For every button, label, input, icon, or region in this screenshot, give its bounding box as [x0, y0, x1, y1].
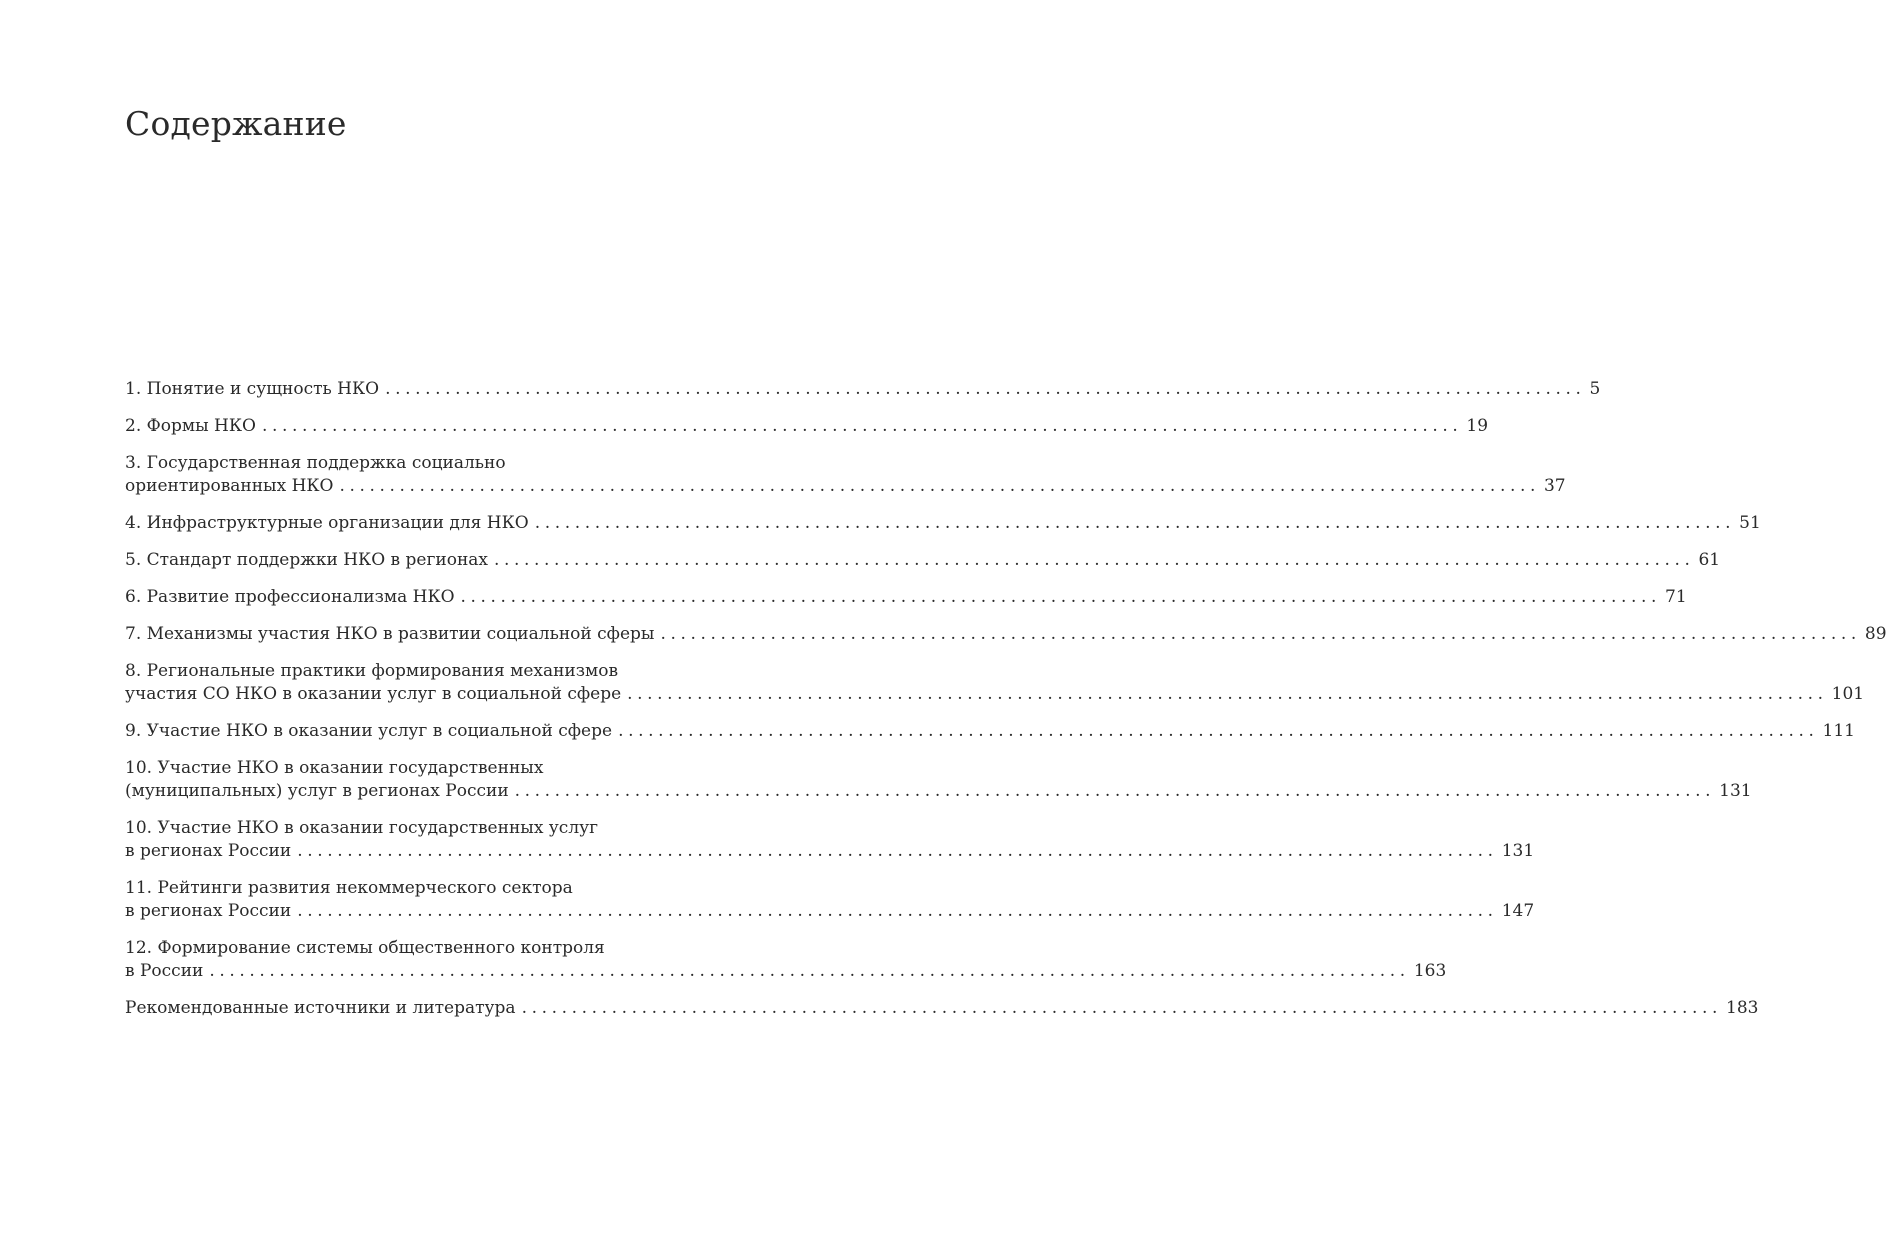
toc-entry[interactable] — [125, 512, 1761, 535]
toc-entry[interactable] — [125, 817, 1535, 863]
toc-page-number: 131 — [1501, 841, 1535, 861]
toc-entry[interactable] — [125, 937, 1447, 983]
toc-dot-leader: ........................................................................................................................ — [494, 550, 1695, 570]
toc-page-number: 183 — [1726, 998, 1759, 1018]
toc-entry-title: 9. Участие НКО в оказании услуг в социальной сфере — [125, 721, 613, 741]
toc-entry-title: 1. Понятие и сущность НКО — [125, 379, 380, 399]
toc-page-number: 101 — [1831, 684, 1865, 704]
toc-entry-title-continued: участия СО НКО в оказании услуг в социальной сфере — [125, 684, 622, 704]
toc-entry[interactable] — [125, 586, 1687, 609]
table-of-contents — [125, 378, 1887, 1034]
toc-dot-leader: ........................................................................................................................ — [627, 684, 1828, 704]
toc-page-number: 147 — [1501, 901, 1535, 921]
toc-entry[interactable] — [125, 997, 1759, 1020]
toc-entry-title: 3. Государственная поддержка социально — [125, 453, 506, 473]
toc-entry-title-continued: в России — [125, 961, 204, 981]
toc-dot-leader: ........................................................................................................................ — [385, 379, 1586, 399]
toc-entry[interactable] — [125, 877, 1535, 923]
toc-entry-title: 10. Участие НКО в оказании государственных — [125, 758, 544, 778]
toc-entry[interactable] — [125, 757, 1752, 803]
toc-page-number: 111 — [1822, 721, 1855, 741]
toc-page-number: 89 — [1864, 624, 1887, 644]
toc-entry[interactable] — [125, 415, 1489, 438]
toc-dot-leader: ........................................................................................................................ — [261, 416, 1463, 436]
toc-dot-leader: ........................................................................................................................ — [297, 901, 1498, 921]
toc-dot-leader: ........................................................................................................................ — [460, 587, 1662, 607]
toc-entry-title: 11. Рейтинги развития некоммерческого сектора — [125, 878, 573, 898]
toc-dot-leader: ........................................................................................................................ — [534, 513, 1736, 533]
toc-entry-title: 4. Инфраструктурные организации для НКО — [125, 513, 529, 533]
toc-entry-title: 12. Формирование системы общественного контроля — [125, 938, 605, 958]
toc-entry-title-continued: в регионах России — [125, 841, 292, 861]
toc-dot-leader: ........................................................................................................................ — [618, 721, 1819, 741]
toc-entry-title: 7. Механизмы участия НКО в развитии социальной сферы — [125, 624, 655, 644]
toc-entry-title: 2. Формы НКО — [125, 416, 256, 436]
toc-dot-leader: ........................................................................................................................ — [297, 841, 1498, 861]
toc-dot-leader: ........................................................................................................................ — [514, 781, 1716, 801]
toc-page-number: 131 — [1719, 781, 1752, 801]
toc-entry-title: 5. Стандарт поддержки НКО в регионах — [125, 550, 489, 570]
toc-entry-title: 8. Региональные практики формирования механизмов — [125, 661, 619, 681]
toc-entry[interactable] — [125, 452, 1566, 498]
toc-entry[interactable] — [125, 549, 1721, 572]
toc-page-number: 51 — [1739, 513, 1761, 533]
toc-entry-title-continued: (муниципальных) услуг в регионах России — [125, 781, 509, 801]
toc-entry-title-continued: ориентированных НКО — [125, 476, 334, 496]
toc-entry[interactable] — [125, 720, 1855, 743]
toc-page-number: 61 — [1698, 550, 1721, 570]
toc-entry-title: 6. Развитие профессионализма НКО — [125, 587, 455, 607]
toc-entry-title: Рекомендованные источники и литература — [125, 998, 516, 1018]
toc-dot-leader: ........................................................................................................................ — [209, 961, 1410, 981]
toc-entry-title-continued: в регионах России — [125, 901, 292, 921]
page-title: Содержание — [125, 104, 347, 143]
toc-page-number: 19 — [1466, 416, 1489, 436]
toc-dot-leader: ........................................................................................................................ — [339, 476, 1540, 496]
toc-entry[interactable] — [125, 660, 1865, 706]
toc-entry-title: 10. Участие НКО в оказании государственных услуг — [125, 818, 599, 838]
toc-page-number: 5 — [1589, 379, 1601, 399]
toc-dot-leader: ........................................................................................................................ — [660, 624, 1861, 644]
toc-page-number: 163 — [1413, 961, 1447, 981]
toc-entry[interactable] — [125, 378, 1601, 401]
toc-entry[interactable] — [125, 623, 1887, 646]
toc-dot-leader: ........................................................................................................................ — [521, 998, 1723, 1018]
toc-page-number: 71 — [1665, 587, 1687, 607]
toc-page-number: 37 — [1543, 476, 1566, 496]
